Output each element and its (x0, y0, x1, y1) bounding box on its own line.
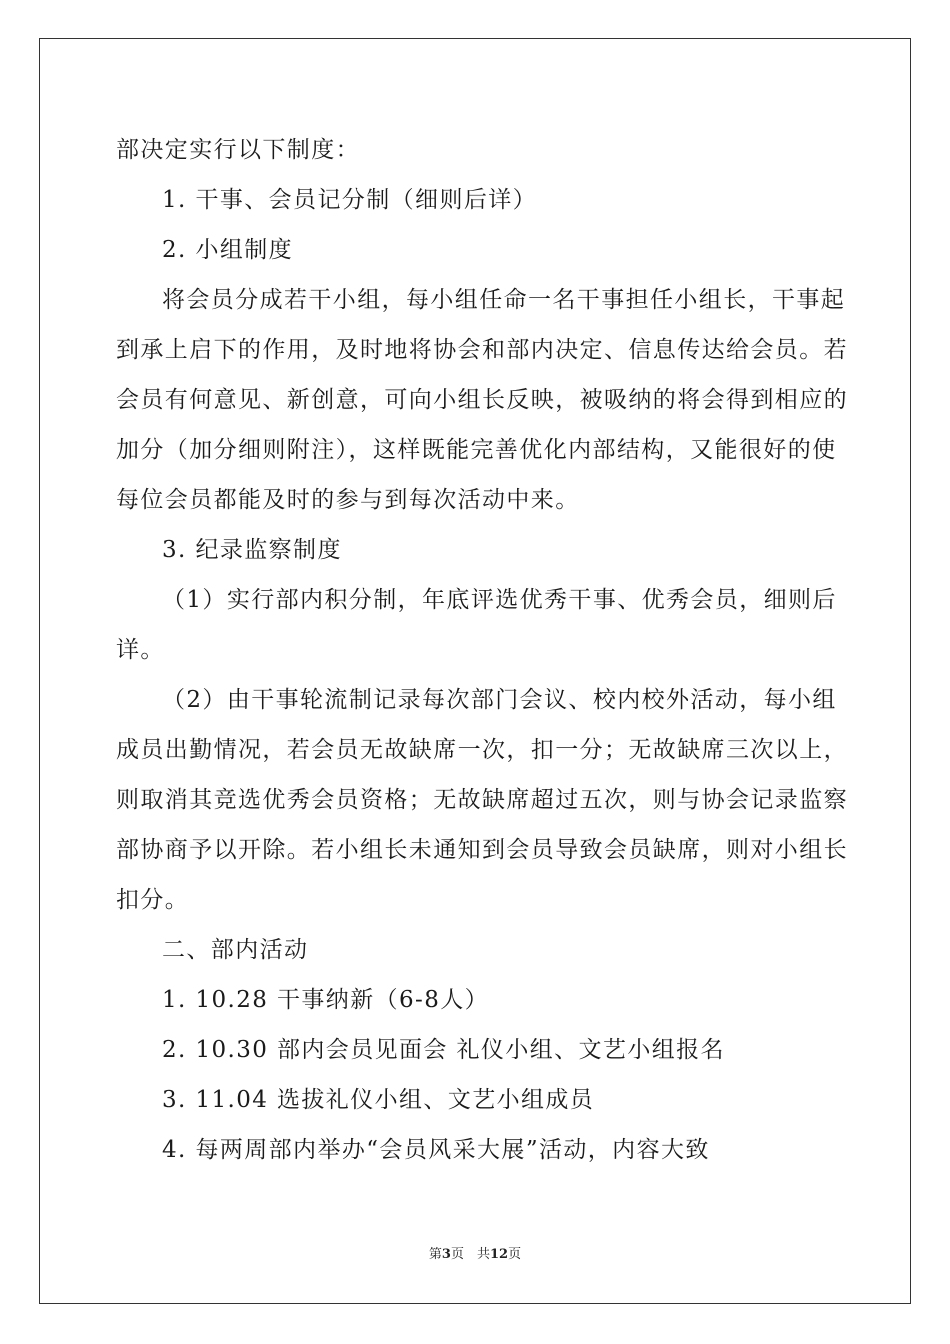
paragraph-line: 扣分。 (116, 887, 190, 913)
list-item: 1. 10.28 干事纳新（6-8人） (162, 987, 490, 1013)
list-item: 3. 纪录监察制度 (162, 537, 342, 563)
list-item: 3. 11.04 选拔礼仪小组、文艺小组成员 (162, 1087, 595, 1113)
footer-prefix: 第 (428, 1247, 442, 1262)
page-number-total: 12 (489, 1247, 509, 1262)
footer-suffix: 页 (508, 1247, 522, 1262)
list-item: 2. 小组制度 (162, 237, 294, 263)
paragraph-line: 加分（加分细则附注），这样既能完善优化内部结构，又能很好的使 (116, 437, 837, 463)
paragraph-line: 每位会员都能及时的参与到每次活动中来。 (116, 487, 580, 513)
paragraph-line: 部决定实行以下制度： (116, 137, 360, 163)
paragraph-line: 部协商予以开除。若小组长未通知到会员导致会员缺席，则对小组长 (116, 837, 848, 863)
list-item: 2. 10.30 部内会员见面会 礼仪小组、文艺小组报名 (162, 1037, 725, 1063)
page-number-current: 3 (441, 1247, 451, 1262)
paragraph-line: 则取消其竞选优秀会员资格；无故缺席超过五次，则与协会记录监察 (116, 787, 848, 813)
paragraph-line: 详。 (116, 637, 165, 663)
paragraph-line: 会员有何意见、新创意，可向小组长反映，被吸纳的将会得到相应的 (116, 387, 848, 413)
page-footer (0, 1247, 950, 1263)
paragraph-line: 成员出勤情况，若会员无故缺席一次，扣一分；无故缺席三次以上， (116, 737, 848, 763)
footer-mid: 页 共 (450, 1247, 490, 1262)
paragraph-line: 将会员分成若干小组，每小组任命一名干事担任小组长，干事起 (162, 287, 846, 313)
list-item: 1. 干事、会员记分制（细则后详） (162, 187, 538, 213)
paragraph-line: （1）实行部内积分制，年底评选优秀干事、优秀会员，细则后 (162, 587, 837, 613)
list-item: 4. 每两周部内举办“会员风采大展”活动，内容大致 (162, 1137, 710, 1163)
paragraph-line: （2）由干事轮流制记录每次部门会议、校内校外活动，每小组 (162, 687, 837, 713)
paragraph-line: 到承上启下的作用，及时地将协会和部内决定、信息传达给会员。若 (116, 337, 848, 363)
section-heading: 二、部内活动 (162, 937, 309, 963)
